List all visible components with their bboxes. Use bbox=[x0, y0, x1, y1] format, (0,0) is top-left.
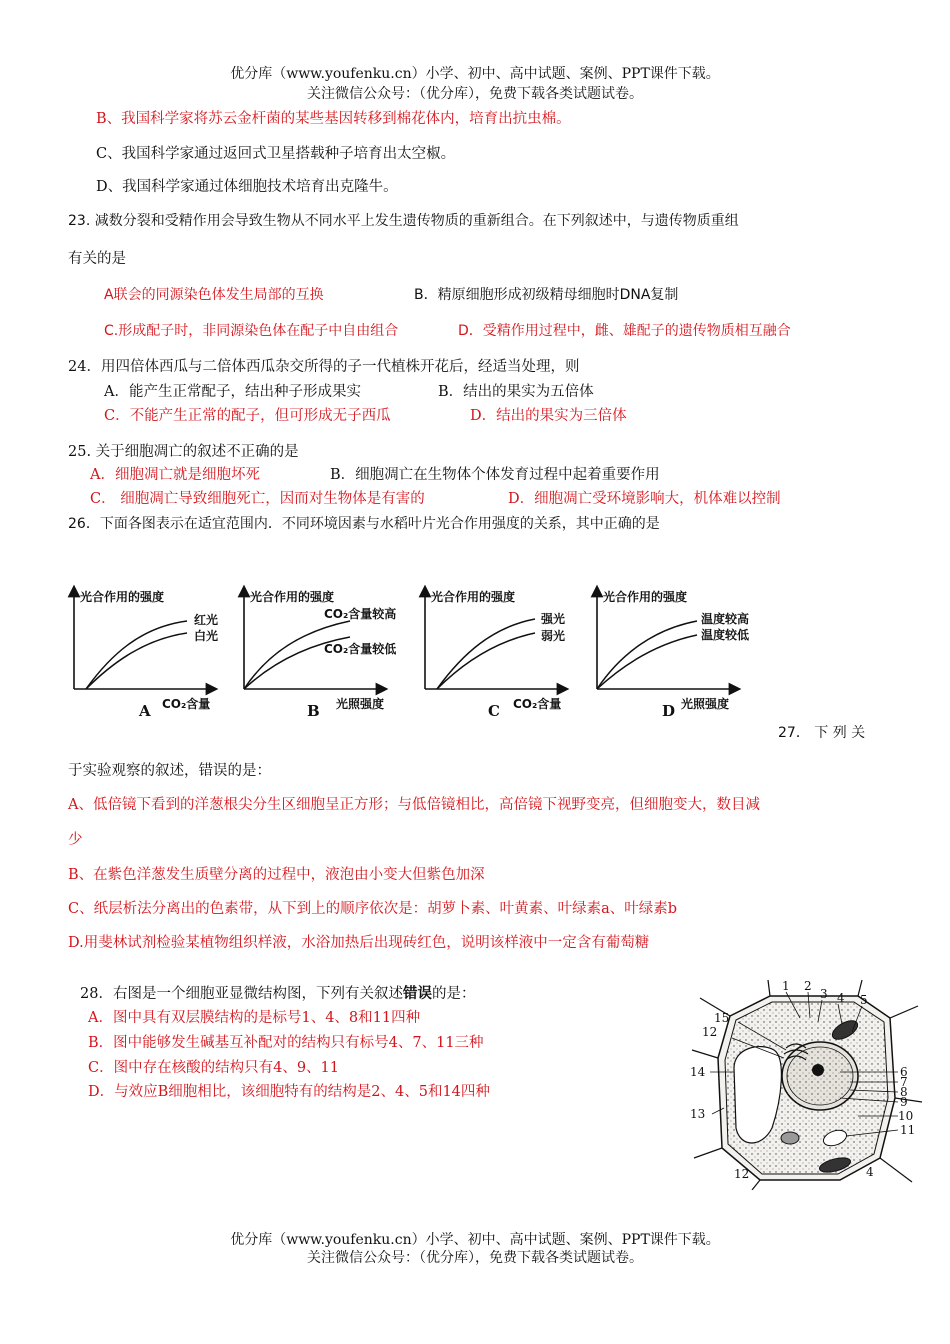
q28-stem-post: 的是： bbox=[431, 986, 476, 1002]
graph-d-label: D bbox=[662, 702, 676, 720]
q27-option-a-line1: A、低倍镜下看到的洋葱根尖分生区细胞呈正方形；与低倍镜相比，高倍镜下视野变亮，但细胞变大，数目减 bbox=[68, 797, 760, 813]
graph-c-curve-upper bbox=[437, 619, 535, 689]
graph-c-label: C bbox=[488, 702, 500, 720]
q23-option-c: C.形成配子时，非同源染色体在配子中自由组合 bbox=[104, 323, 399, 339]
graph-a-curve-lower bbox=[86, 633, 187, 689]
q22-option-b: B、我国科学家将苏云金杆菌的某些基因转移到棉花体内，培育出抗虫棉。 bbox=[96, 111, 571, 127]
footer-line-2: 关注微信公众号：（优分库），免费下载各类试题试卷。 bbox=[307, 1250, 643, 1266]
q24-option-a: A．能产生正常配子，结出种子形成果实 bbox=[104, 384, 361, 400]
graph-a-label: A bbox=[139, 702, 151, 720]
cell-label-5: 5 bbox=[860, 993, 868, 1007]
graph-a bbox=[62, 583, 237, 725]
cell-label-8: 8 bbox=[900, 1085, 908, 1099]
q25-option-d: D．细胞凋亡受环境影响大，机体难以控制 bbox=[508, 491, 781, 507]
graph-b-curve-lower-label: CO₂含量较低 bbox=[324, 642, 397, 656]
q27-option-c: C、纸层析法分离出的色素带，从下到上的顺序依次是：胡萝卜素、叶黄素、叶绿素a、叶绿素b bbox=[68, 901, 678, 917]
q24-option-c: C．不能产生正常的配子，但可形成无子西瓜 bbox=[104, 408, 391, 424]
q27-option-a-line2: 少 bbox=[68, 832, 83, 848]
nucleolus bbox=[812, 1064, 824, 1076]
graph-d-xlabel: 光照强度 bbox=[681, 697, 730, 711]
cell-label-14: 14 bbox=[690, 1065, 706, 1079]
graph-d-curve-upper-label: 温度较高 bbox=[701, 612, 750, 626]
cell-label-6: 6 bbox=[900, 1065, 908, 1079]
q23-option-b: B．精原细胞形成初级精母细胞时DNA复制 bbox=[414, 287, 679, 303]
graph-d bbox=[585, 583, 760, 725]
q27-option-d: D.用斐林试剂检验某植物组织样液，水浴加热后出现砖红色，说明该样液中一定含有葡萄糖 bbox=[68, 935, 650, 951]
q28-stem bbox=[80, 985, 475, 1003]
plant-cell-diagram bbox=[690, 978, 925, 1190]
graph-d-ylabel: 光合作用的强度 bbox=[603, 590, 688, 604]
q25-option-a: A．细胞凋亡就是细胞坏死 bbox=[90, 467, 260, 483]
q24-stem: 24．用四倍体西瓜与二倍体西瓜杂交所得的子一代植株开花后，经适当处理，则 bbox=[68, 359, 580, 375]
q23-option-a: A联会的同源染色体发生局部的互换 bbox=[104, 287, 324, 303]
q25-option-b: B．细胞凋亡在生物体个体发育过程中起着重要作用 bbox=[330, 467, 660, 483]
graph-c-curve-upper-label: 强光 bbox=[541, 612, 566, 626]
q27-stem-part2: 于实验观察的叙述，错误的是： bbox=[68, 763, 271, 779]
cell-label-12-bottom: 12 bbox=[734, 1167, 750, 1181]
q25-stem: 25. 关于细胞凋亡的叙述不正确的是 bbox=[68, 444, 299, 460]
cell-label-4: 4 bbox=[837, 991, 845, 1005]
header-line-2: 关注微信公众号：（优分库），免费下载各类试题试卷。 bbox=[307, 86, 643, 102]
cell-label-12-top: 12 bbox=[702, 1025, 718, 1039]
graph-a-ylabel: 光合作用的强度 bbox=[80, 590, 165, 604]
footer-line-1: 优分库（www.youfenku.cn）小学、初中、高中试题、案例、PPT课件下载。 bbox=[230, 1232, 720, 1248]
q28-option-a: A．图中具有双层膜结构的是标号1、4、8和11四种 bbox=[88, 1010, 421, 1026]
q26-stem: 26．下面各图表示在适宜范围内．不同环境因素与水稻叶片光合作用强度的关系，其中正确的是 bbox=[68, 516, 660, 532]
graph-b-label: B bbox=[307, 702, 320, 720]
graph-c-curve-lower bbox=[437, 633, 535, 689]
graph-b-xlabel: 光照强度 bbox=[336, 697, 385, 711]
cell-label-13: 13 bbox=[690, 1107, 706, 1121]
graph-a-curve-upper-label: 红光 bbox=[194, 613, 219, 627]
graph-c-xlabel: CO₂含量 bbox=[513, 697, 562, 711]
graph-b bbox=[232, 583, 407, 725]
cell-label-15: 15 bbox=[714, 1011, 730, 1025]
cell-label-7: 7 bbox=[900, 1075, 908, 1089]
q23-stem-line2: 有关的是 bbox=[68, 251, 126, 267]
q25-option-c: C． 细胞凋亡导致细胞死亡，因而对生物体是有害的 bbox=[90, 491, 425, 507]
q28-stem-keyword: 错误 bbox=[402, 985, 432, 1002]
cell-label-11: 11 bbox=[900, 1123, 916, 1137]
cell-label-2: 2 bbox=[804, 979, 812, 993]
q28-option-b: B．图中能够发生碱基互补配对的结构只有标号4、7、11三种 bbox=[88, 1035, 484, 1051]
q28-option-c: C．图中存在核酸的结构只有4、9、11 bbox=[88, 1060, 339, 1076]
graph-d-curve-upper bbox=[597, 621, 697, 689]
graph-b-ylabel: 光合作用的强度 bbox=[250, 590, 335, 604]
cell-label-4-bottom: 4 bbox=[866, 1165, 874, 1179]
graph-c-curve-lower-label: 弱光 bbox=[541, 629, 566, 643]
q27-stem-part1: 27． 下 列 关 bbox=[778, 725, 866, 741]
q24-option-b: B．结出的果实为五倍体 bbox=[438, 384, 594, 400]
graph-a-xlabel: CO₂含量 bbox=[162, 697, 211, 711]
q28-option-d: D．与效应B细胞相比，该细胞特有的结构是2、4、5和14四种 bbox=[88, 1084, 490, 1100]
q23-option-d: D．受精作用过程中，雌、雄配子的遗传物质相互融合 bbox=[458, 323, 791, 339]
graph-c-ylabel: 光合作用的强度 bbox=[431, 590, 516, 604]
q27-option-b: B、在紫色洋葱发生质壁分离的过程中，液泡由小变大但紫色加深 bbox=[68, 867, 485, 883]
graph-a-curve-lower-label: 白光 bbox=[194, 629, 219, 643]
cell-label-1: 1 bbox=[782, 979, 790, 993]
q22-option-c: C、我国科学家通过返回式卫星搭载种子培育出太空椒。 bbox=[96, 146, 456, 162]
cell-label-10: 10 bbox=[898, 1109, 914, 1123]
graph-c bbox=[413, 583, 588, 725]
cell-label-9: 9 bbox=[900, 1095, 908, 1109]
header-line-1: 优分库（www.youfenku.cn）小学、初中、高中试题、案例、PPT课件下载。 bbox=[230, 66, 720, 82]
cell-label-3: 3 bbox=[820, 987, 828, 1001]
q23-stem-line1: 23. 减数分裂和受精作用会导致生物从不同水平上发生遗传物质的重新组合。在下列叙述中，与遗传物质重组 bbox=[68, 213, 739, 229]
graph-b-curve-upper-label: CO₂含量较高 bbox=[324, 607, 397, 621]
graph-a-curve-upper bbox=[86, 621, 187, 689]
q24-option-d: D．结出的果实为三倍体 bbox=[470, 408, 627, 424]
graph-d-curve-lower bbox=[597, 635, 697, 689]
graph-d-curve-lower-label: 温度较低 bbox=[701, 628, 750, 642]
organelle-small bbox=[781, 1132, 799, 1144]
q28-stem-pre: 28．右图是一个细胞亚显微结构图，下列有关叙述 bbox=[80, 986, 403, 1002]
q22-option-d: D、我国科学家通过体细胞技术培育出克隆牛。 bbox=[96, 179, 398, 195]
